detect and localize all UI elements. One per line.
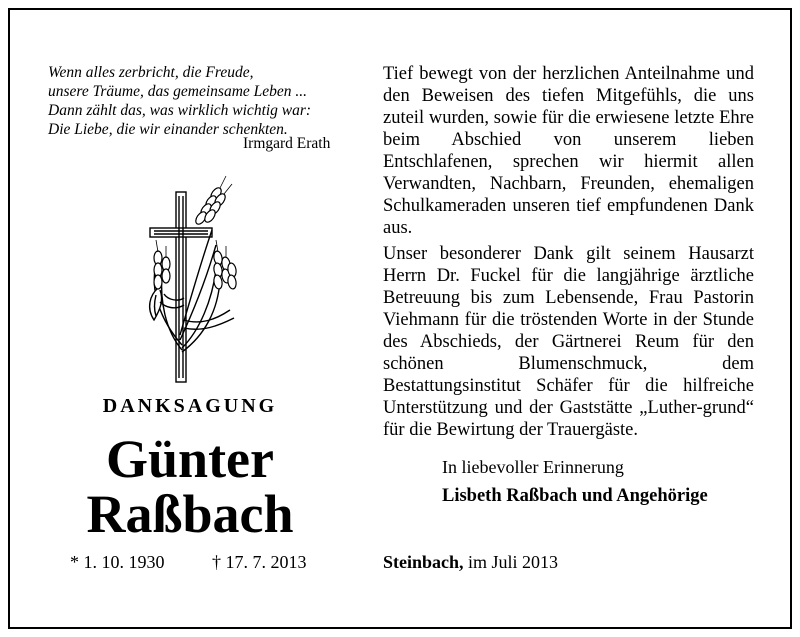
- poem-line: Dann zählt das, was wirklich wichtig war:: [48, 102, 312, 119]
- date: im Juli 2013: [468, 552, 559, 572]
- poem-line: Die Liebe, die wir einander schenkten.: [48, 121, 288, 138]
- cross-with-wheat-icon: [120, 170, 260, 385]
- special-thanks-paragraph: Unser besonderer Dank gilt seinem Hausarzt Herrn Dr. Fuckel für die langjährige ärztliche Betreuung bis zum Lebensende, Frau Pastorin Viehmann für die tröstenden Worte in der Stunde des Abschieds, der Gärtnerei Reum für den schönen Blumenschmuck, dem Bestattungsinstitut Schäfer für die hilfreiche Unterstützung und der Gaststätte „Luther-grund“ für die Bewirtung der Trauergäste.: [383, 244, 754, 440]
- poem-line: unsere Träume, das gemeinsame Leben ...: [48, 83, 308, 100]
- poem: [48, 63, 348, 139]
- death-date: † 17. 7. 2013: [212, 552, 307, 572]
- birth-date: * 1. 10. 1930: [70, 552, 165, 572]
- deceased-first-name: Günter: [106, 429, 274, 489]
- deceased-last-name: Raßbach: [86, 484, 294, 544]
- heading-danksagung: DANKSAGUNG: [102, 395, 278, 417]
- poem-line: Wenn alles zerbricht, die Freude,: [48, 64, 254, 81]
- memory-line: In liebevoller Erinnerung: [442, 457, 624, 477]
- place: Steinbach,: [383, 552, 464, 572]
- poem-author: Irmgard Erath: [243, 135, 331, 152]
- place-and-date: [383, 551, 558, 573]
- thanks-paragraph: Tief bewegt von der herzlichen Anteilnahme und den Beweisen des tiefen Mitgefühls, die uns zuteil wurden, sowie für die erwiesene letzte Ehre beim Abschied von unserem lieben Entschlafenen, sprechen wir hiermit allen Verwandten, Nachbarn, Freunden, ehemaligen Schulkameraden unseren tief empfundenen Dank aus.: [383, 64, 754, 238]
- family-signature: Lisbeth Raßbach und Angehörige: [442, 486, 708, 506]
